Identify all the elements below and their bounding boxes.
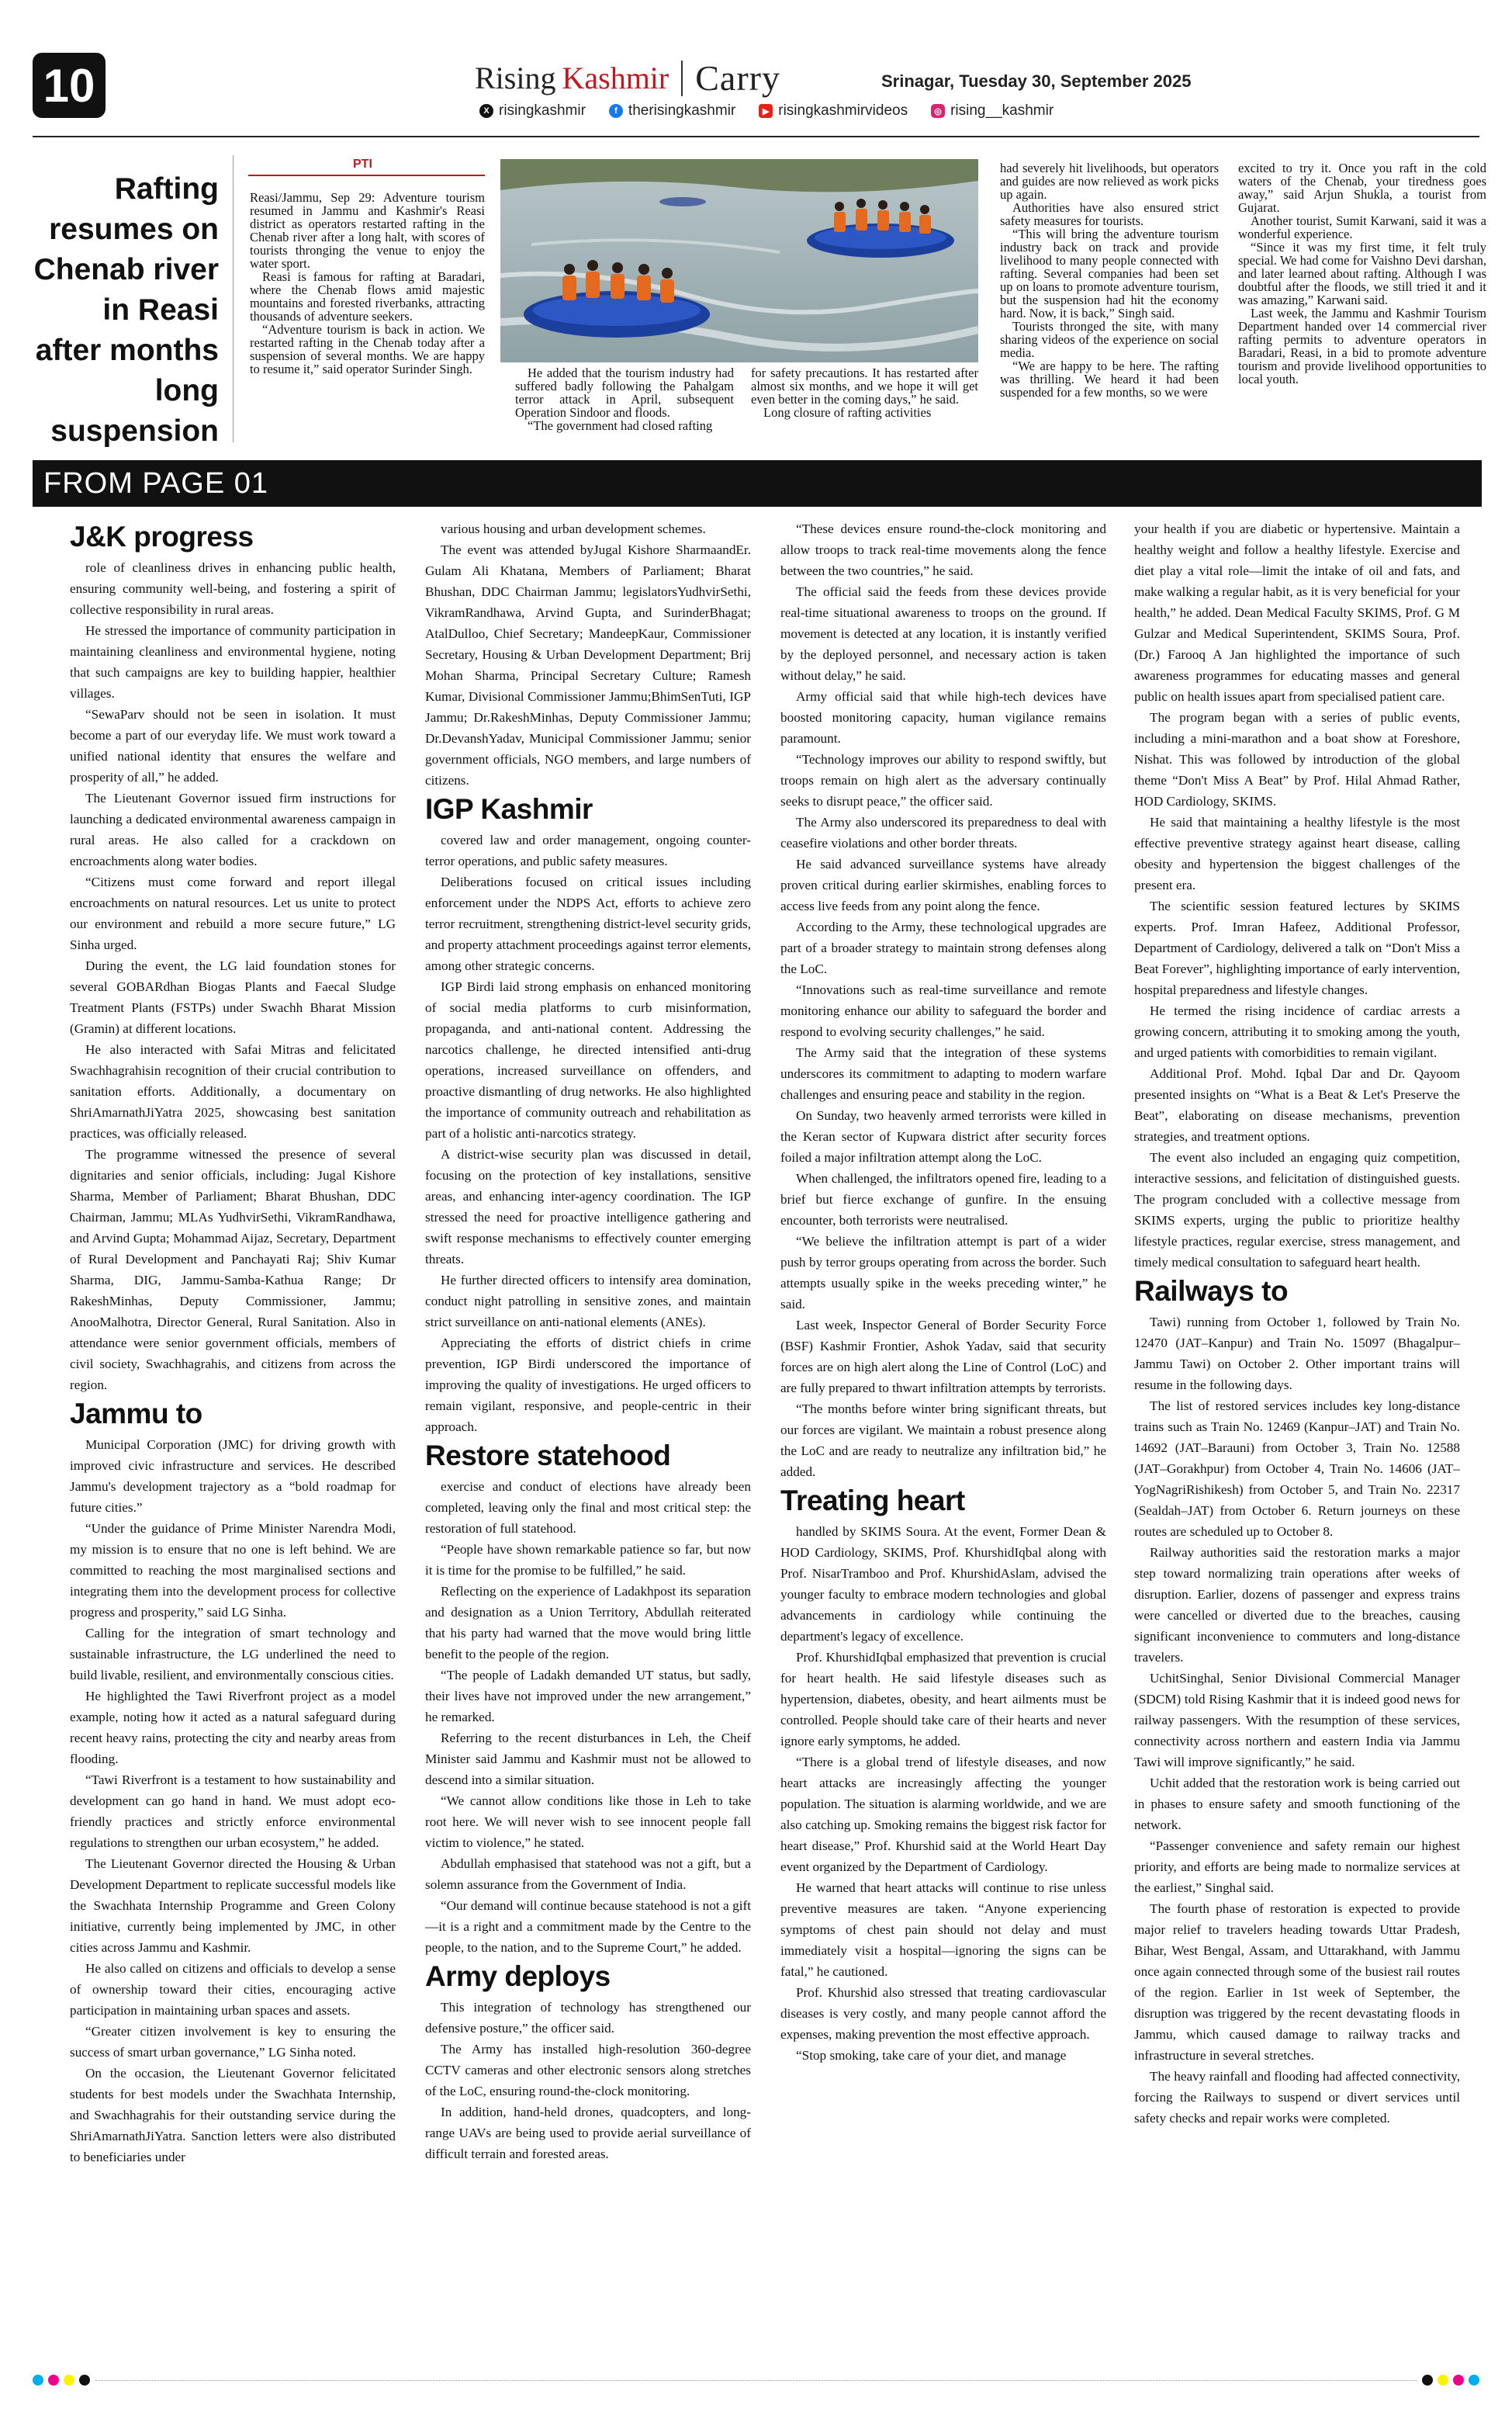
railways-to-heading: Railways to: [1134, 1275, 1289, 1307]
social-facebook[interactable]: f therisingkashmir: [609, 102, 735, 120]
continuation-column-1: J&K progress role of cleanliness drives in enhancing public health, ensuring community well-being, and fostering a spirit of collective responsibility in rural areas. He stressed the importance of community participation in maintaining cleanliness and environmental hygiene, noting that such campaigns are key to building happier, healthier villages. “SewaParv should not be seen in isolation. It must become a part of our everyday life. We must work toward a unified national identity that ensures the welfare and prosperity of all,” he added. The Lieutenant Governor issued firm instructions for launching a dedicated environmental awareness campaign in rural areas. He also called for a crackdown on encroachments along water bodies. “Citizens must come forward and report illegal encroachments on natural resources. Let us unite to protect our environment and rebuild a more secure future,” LG Sinha urged. During the event, the LG laid foundation stones for several GOBARdhan Biogas Plants and Faecal Sludge Treatment Plants (FSTPs) under Swachh Bharat Mission (Gramin) at different locations. He also interacted with Safai Mitras and felicitated Swachhagrahisin recognition of their crucial contribution to sanitation efforts. Additionally, a documentary on ShriAmarnathJiYatra 2025, showcasing best sanitation practices, was officially released. The programme witnessed the presence of several dignitaries and senior officials, including: Jugal Kishore Sharma, Member of Parliament; Bharat Bhushan, DDC Chairman, Jammu; MLAs YudhvirSethi, VikramRandhawa, and Arvind Gupta; Mohammad Aijaz, Secretary, Department of Rural Development and Panchayati Raj; Shiv Kumar Sharma, DIG, Jammu-Samba-Kathua Range; Dr RakeshMinhas, Deputy Commissioner, Jammu; AnooMalhotra, Director General, Rural Sanitation. Also in attendance were senior government officials, members of civil society, Swachhagrahis, and citizens from across the region. Jammu to Municipal Corporation (JMC) for driving growth with improved civic infrastructure and services. He described Jammu's development trajectory as a “bold roadmap for future cities.” “Under the guidance of Prime Minister Narendra Modi, my mission is to ensure that no one is left behind. We are committed to reaching the most marginalised sections and integrating them into the development process for collective progress and prosperity,” said LG Sinha. Calling for the integration of smart technology and sustainable infrastructure, the LG underlined the need to build livable, resilient, and environmentally conscious cities. He highlighted the Tawi Riverfront project as a model example, noting how it acted as a natural safeguard during recent heavy rains, protecting the city and nearby areas from flooding. “Tawi Riverfront is a testament to how sustainability and development can go hand in hand. We must adopt eco-friendly practices and strictly enforce environmental regulations to strengthen our urban ecosystem,” he added. The Lieutenant Governor directed the Housing & Urban Development Department to replicate successful models like the Swachhata Internship Programme and Green Colony initiative, currently being implemented by JMC, in other cities across Jammu and Kashmir. He also called on citizens and officials to develop a sense of ownership toward their cities, encouraging active participation in maintaining urban spaces and assets. “Greater citizen involvement is key to ensuring the success of smart urban governance,” LG Sinha noted. On the occasion, the Lieutenant Governor felicitated students for best models under the Swachhata Internship, and Swachhagrahis for their outstanding service during the ShriAmarnathJiYatra. Sanction letters were also distributed to beneficiaries under: [70, 521, 396, 2164]
social-handles: [479, 102, 1054, 120]
facebook-icon: f: [609, 104, 623, 118]
agency-credit: PTI: [353, 158, 372, 171]
continuation-column-2: various housing and urban development schemes. The event was attended byJugal Kishore SharmaandEr. Gulam Ali Khatana, Members of Parliament; Bharat Bhushan, DDC Chairman Jammu; legislatorsYudhvirSethi, VikramRandhawa, Arvind Gupta, and SurinderBhagat; AtalDulloo, Chief Secretary; MandeepKaur, Commissioner Secretary, Housing & Urban Development Department; Brij Mohan Sharma, Principal Secretary Culture; Ramesh Kumar, Divisional Commissioner Jammu;BhimSenTuti, IGP Jammu; Dr.RakeshMinhas, Deputy Commissioner Jammu; Dr.DevanshYadav, Municipal Commissioner Jammu; senior government officials, NGO members, and large numbers of citizens. IGP Kashmir covered law and order management, ongoing counter-terror operations, and public safety measures. Deliberations focused on critical issues including enforcement under the NDPS Act, efforts to achieve zero terror recruitment, strengthening district-level security grids, and property attachment proceedings against terror elements, among other strategic concerns. IGP Birdi laid strong emphasis on enhanced monitoring of social media platforms to curb misinformation, propaganda, and anti-national content. Addressing the narcotics challenge, he directed intensified anti-drug operations, increased surveillance on offenders, and proactive dismantling of drug networks. He also highlighted the importance of community outreach and rehabilitation as part of a holistic anti-narcotics strategy. A district-wise security plan was discussed in detail, focusing on the protection of key installations, sensitive areas, and enhancing inter-agency coordination. The IGP stressed the need for proactive intelligence gathering and swift response mechanisms to effectively counter emerging threats. He further directed officers to intensify area domination, conduct night patrolling in sensitive zones, and maintain strict surveillance on anti-national elements (ANEs). Appreciating the efforts of district chiefs in crime prevention, IGP Birdi underscored the importance of improving the quality of investigations. He urged officers to remain vigilant, responsive, and people-centric in their approach. Restore statehood exercise and conduct of elections have already been completed, leaving only the final and most critical step: the restoration of full statehood. “People have shown remarkable patience so far, but now it is time for the promise to be fulfilled,” he said. Reflecting on the experience of Ladakhpost its separation and designation as a Union Territory, Abdullah reiterated that his party had warned that the move would bring little benefit to the people of the region. “The people of Ladakh demanded UT status, but sadly, their lives have not improved under the new arrangement,” he remarked. Referring to the recent disturbances in Leh, the Cheif Minister said Jammu and Kashmir must not be allowed to descend into a similar situation. “We cannot allow conditions like those in Leh to take root here. We will never wish to see innocent people fall victim to violence,” he stated. Abdullah emphasised that statehood was not a gift, but a solemn assurance from the Government of India. “Our demand will continue because statehood is not a gift—it is a right and a commitment made by the Centre to the people, to the nation, and to the Supreme Court,” he added. Army deploys This integration of technology has strengthened our defensive posture,” the officer said. The Army has installed high-resolution 360-degree CCTV cameras and other electronic sensors along stretches of the LoC, ensuring round-the-clock monitoring. In addition, hand-held drones, quadcopters, and long-range UAVs are being used to provide aerial surveillance of difficult terrain and forested areas.: [425, 521, 751, 2161]
rafting-column-2: He added that the tourism industry had suffered badly following the Pahalgam terror attack in April, subsequent Operation Sindoor and floods. “The government had closed rafting: [515, 366, 734, 433]
youtube-icon: ▶: [759, 104, 773, 118]
rafting-photo: [500, 159, 978, 362]
jk-progress-heading: J&K progress: [70, 521, 254, 553]
rafting-column-3: for safety precautions. It has restarted after almost six months, and we hope it will get even better in the coming days,” he said. Long closure of rafting activities: [751, 366, 978, 420]
dateline: Srinagar, Tuesday 30, September 2025: [881, 71, 1192, 91]
social-instagram[interactable]: ◎ rising__kashmir: [931, 102, 1054, 120]
registration-mark-icon: [1422, 2375, 1433, 2386]
registration-mark-icon: [1453, 2375, 1464, 2386]
continuation-column-3: “These devices ensure round-the-clock monitoring and allow troops to track real-time movements along the fence between the two countries,” he said. The official said the feeds from these devices provide real-time situational awareness to troops on the ground. If movement is detected at any location, it is instantly verified by the deployed personnel, and necessary action is taken without delay,” he said. Army official said that while high-tech devices have boosted monitoring capacity, human vigilance remains paramount. “Technology improves our ability to respond swiftly, but troops remain on high alert as the adversary continually seeks to disrupt peace,” the officer said. The Army also underscored its preparedness to deal with ceasefire violations and other border threats. He said advanced surveillance systems have already proven critical during earlier skirmishes, enabling forces to access live feeds from any point along the fence. According to the Army, these technological upgrades are part of a broader strategy to maintain strong defenses along the LoC. “Innovations such as real-time surveillance and remote monitoring enhance our ability to safeguard the border and respond to evolving security challenges,” he said. The Army said that the integration of these systems underscores its commitment to adapting to modern warfare challenges and ensuring peace and stability in the region. On Sunday, two heavenly armed terrorists were killed in the Keran sector of Kupwara district after security forces foiled a major infiltration attempt along the LoC. When challenged, the infiltrators opened fire, leading to a brief but fierce exchange of gunfire. In the ensuing encounter, both terrorists were neutralised. “We believe the infiltration attempt is part of a wider push by terror groups operating from across the border. Such attempts usually spike in the weeks preceding winter,” he said. Last week, Inspector General of Border Security Force (BSF) Kashmir Frontier, Ashok Yadav, said that security forces are on high alert along the Line of Control (LoC) and are fully prepared to thwart infiltration attempts by terrorists. “The months before winter bring significant threats, but our forces are vigilant. We maintain a robust presence along the LoC and are ready to neutralize any infiltration bid,” he added. Treating heart handled by SKIMS Soura. At the event, Former Dean & HOD Cardiology, SKIMS, Prof. KhurshidIqbal along with Prof. NisarTramboo and Prof. KhurshidAslam, advised the younger faculty to embrace modern technologies and global advancements in cardiology while continuing the department's legacy of excellence. Prof. KhurshidIqbal emphasized that prevention is crucial for heart health. He said lifestyle diseases such as hypertension, diabetes, obesity, and heart ailments must be controlled. People should take care of their hearts and never ignore early symptoms, he added. “There is a global trend of lifestyle diseases, and now heart attacks are increasingly affecting the younger population. The situation is alarming worldwide, and we are also catching up. Smoking remains the biggest risk factor for heart disease,” Prof. Khurshid said at the World Heart Day event organized by the Department of Cardiology. He warned that heart attacks will continue to rise unless preventive measures are taken. “Anyone experiencing symptoms of chest pain should not delay and must immediately visit a hospital—ignoring the signs can be fatal,” he cautioned. Prof. Khurshid also stressed that treating cardiovascular diseases is very costly, and many people cannot afford the expenses, making prevention the most effective approach. “Stop smoking, take care of your diet, and manage: [780, 521, 1106, 2063]
igp-kashmir-heading: IGP Kashmir: [425, 793, 593, 825]
brand-kashmir: Kashmir: [562, 61, 670, 95]
from-page-banner: FROM PAGE 01: [33, 460, 1482, 507]
instagram-icon: ◎: [931, 104, 945, 118]
x-icon: X: [479, 104, 493, 118]
army-deploys-heading: Army deploys: [425, 1960, 611, 1992]
rafting-headline: Rafting resumes on Chenab river in Reasi after months long suspension: [33, 172, 219, 448]
page-number: 10: [33, 53, 106, 118]
registration-mark-icon: [1469, 2375, 1479, 2386]
registration-mark-icon: [48, 2375, 59, 2386]
social-x[interactable]: X risingkashmir: [479, 102, 586, 120]
headline-divider: [233, 155, 234, 442]
masthead: [475, 57, 780, 99]
registration-mark-icon: [79, 2375, 90, 2386]
restore-statehood-heading: Restore statehood: [425, 1440, 671, 1471]
rafting-column-5: excited to try it. Once you raft in the cold waters of the Chenab, your tiredness goes away,” said Arjun Shukla, a tourist from Gujarat. Another tourist, Sumit Karwani, said it was a wonderful experience. “Since it was my first time, it felt truly special. We had come for Vaishno Devi darshan, and later learned about rafting. Although I was doubtful after the floods, we still tried it and it was amazing,” Karwani said. Last week, the Jammu and Kashmir Tourism Department handed over 14 commercial river rafting permits to adventure operators in Baradari, Reasi, in a bid to promote adventure tourism and provide livelihood opportunities to local youth.: [1238, 161, 1486, 386]
brand-rising: Rising: [475, 61, 556, 95]
header-rule: [33, 136, 1479, 137]
registration-mark-icon: [64, 2375, 74, 2386]
continuation-column-4: your health if you are diabetic or hypertensive. Maintain a healthy weight and follow a healthy lifestyle. Exercise and diet play a vital role—limit the intake of oil and fats, and make walking a regular habit, as it is very beneficial for your health,” he added. Dean Medical Faculty SKIMS, Prof. G M Gulzar and Medical Superintendent, SKIMS Soura, Prof. (Dr.) Farooq A Jan highlighted the importance of such awareness programmes for educating masses and general public on health issues apart from specialised patient care. The program began with a series of public events, including a mini-marathon and a boat show at Foreshore, Nishat. This was followed by introduction of the global theme “Don't Miss A Beat” by Prof. Hilal Ahmad Rather, HOD Cardiology, SKIMS. He said that maintaining a healthy lifestyle is the most effective preventive strategy against heart disease, calling obesity and hypertension the biggest challenges of the present era. The scientific session featured lectures by SKIMS experts. Prof. Imran Hafeez, Additional Professor, Department of Cardiology, delivered a talk on “Don't Miss a Beat Forever”, highlighting importance of early intervention, hospital preparedness and lifestyle changes. He termed the rising incidence of cardiac arrests a growing concern, attributing it to smoking among the youth, and urged patients with comorbidities to remain vigilant. Additional Prof. Mohd. Iqbal Dar and Dr. Qayoom presented insights on “What is a Beat & Let's Preserve the Beat”, elaborating on disease mechanisms, prevention strategies, and treatment options. The event also included an engaging quiz competition, interactive sessions, and felicitation of distinguished guests. The program concluded with a collective message from SKIMS experts, urging the public to prioritize healthy lifestyle practices, regular exercise, stress management, and timely medical consultation to safeguard heart health. Railways to Tawi) running from October 1, followed by Train No. 12470 (JAT–Kanpur) and Train No. 15097 (Bhagalpur–Jammu Tawi) on October 2. Other important trains will resume in the following days. The list of restored services includes key long-distance trains such as Train No. 12469 (Kanpur–JAT) and Train No. 14692 (JAT–Barauni) from October 3, Train No. 12588 (JAT–Gorakhpur) from October 4, Train No. 14606 (JAT–YogNagriRishikesh) from October 5, and Train No. 22317 (Sealdah–JAT) from October 6. Return journeys on these routes are scheduled up to October 8. Railway authorities said the restoration marks a major step toward normalizing train operations after weeks of disruption. Earlier, dozens of passenger and express trains were cancelled or diverted due to the breaches, causing significant inconvenience to commuters and long-distance travelers. UchitSinghal, Senior Divisional Commercial Manager (SDCM) told Rising Kashmir that it is indeed good news for railway passengers. With the resumption of these services, connectivity across northern and eastern India via Jammu Tawi will improve significantly,” he said. Uchit added that the restoration work is being carried out in phases to ensure safety and smooth functioning of the network. “Passenger convenience and safety remain our highest priority, and efforts are being made to normalize services at the earliest,” Singhal said. The fourth phase of restoration is expected to provide major relief to travelers heading towards Uttar Pradesh, Bihar, West Bengal, Assam, and Uttarakhand, with Jammu once again connected through some of the busiest rail routes of the region. Earlier in 1st week of September, the disruption was triggered by the recent devastating floods in Jammu, which caused damage to railway tracks and infrastructure in several stretches. The heavy rainfall and flooding had affected connectivity, forcing the Railways to suspend or divert services until safety checks and repair works were completed.: [1134, 521, 1461, 2126]
masthead-divider: [681, 61, 683, 96]
agency-rule: [248, 175, 485, 176]
rafting-photo-art: [500, 159, 978, 362]
treating-heart-heading: Treating heart: [780, 1485, 965, 1516]
registration-mark-icon: [1438, 2375, 1448, 2386]
rafting-column-4: had severely hit livelihoods, but operators and guides are now relieved as work picks up again. Authorities have also ensured strict safety measures for tourists. “This will bring the adventure tourism industry back on track and provide livelihood to many people connected with rafting. Several companies had been set up on loans to promote adventure tourism, but the suspension had hit the economy hard. Now, it is back,” Singh said. Tourists thronged the site, with many sharing videos of the experience on social media. “We are happy to be here. The rafting was thrilling. We heard it had been suspended for a few months, so we were: [1000, 161, 1219, 400]
registration-mark-icon: [33, 2375, 43, 2386]
print-registration-strip: [33, 2373, 1479, 2387]
jammu-to-heading: Jammu to: [70, 1398, 202, 1429]
section-title: Carry: [695, 58, 780, 98]
social-youtube[interactable]: ▶ risingkashmirvideos: [759, 102, 908, 120]
strip-divider: [95, 2380, 1417, 2381]
rafting-column-1: Reasi/Jammu, Sep 29: Adventure tourism resumed in Jammu and Kashmir's Reasi district as operators restarted rafting in the Chenab river after a long halt, with scores of tourists thronging the venue to enjoy the water sport. Reasi is famous for rafting at Baradari, where the Chenab flows amid majestic mountains and forested riverbanks, attracting thousands of adventure seekers. “Adventure tourism is back in action. We restarted rafting in the Chenab today after a suspension of several months. We are happy to resume it,” said operator Surinder Singh.: [250, 190, 485, 376]
